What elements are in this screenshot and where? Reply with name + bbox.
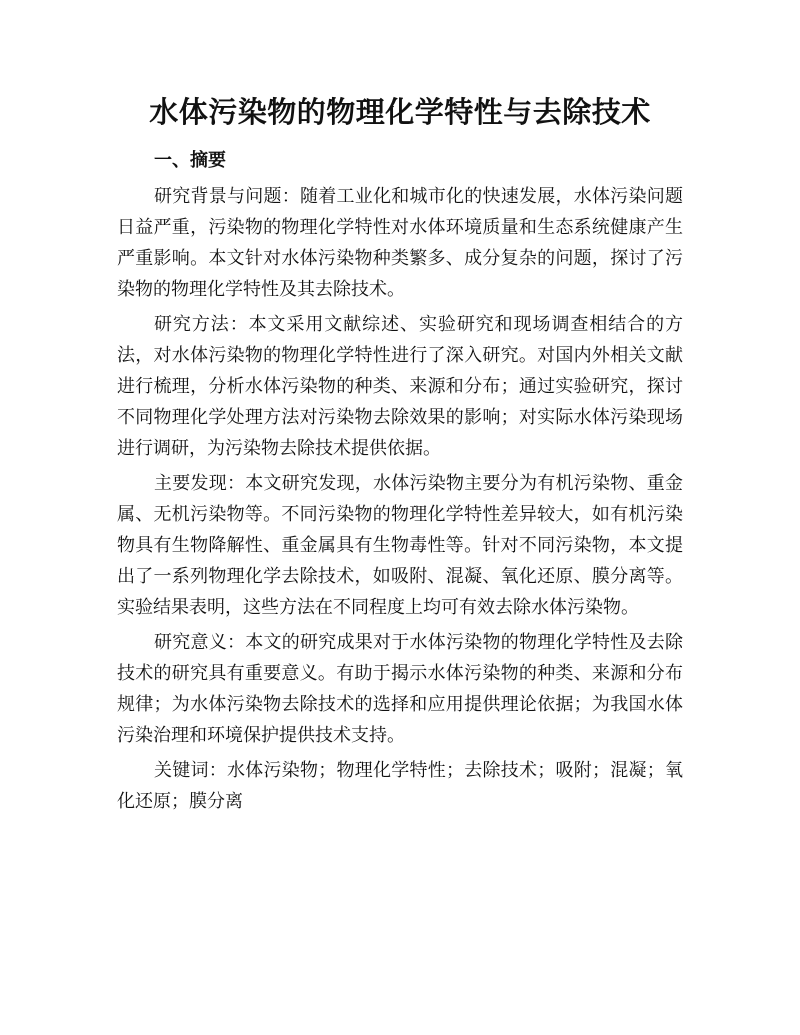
abstract-body <box>117 181 683 821</box>
paragraph-significance: 研究意义：本文的研究成果对于水体污染物的物理化学特性及去除技术的研究具有重要意义。有助于揭示水体污染物的种类、来源和分布规律；为水体污染物去除技术的选择和应用提供理论依据；为我国水体污染治理和环境保护提供技术支持。 <box>117 632 683 746</box>
document-title: 水体污染物的物理化学特性与去除技术 <box>149 95 651 129</box>
paragraph-methods: 研究方法：本文采用文献综述、实验研究和现场调查相结合的方法，对水体污染物的物理化学特性进行了深入研究。对国内外相关文献进行梳理，分析水体污染物的种类、来源和分布；通过实验研究，探讨不同物理化学处理方法对污染物去除效果的影响；对实际水体污染现场进行调研，为污染物去除技术提供依据。 <box>117 314 683 459</box>
document-page <box>117 0 683 1035</box>
section-heading-abstract: 一、摘要 <box>154 150 226 171</box>
paragraph-findings: 主要发现：本文研究发现，水体污染物主要分为有机污染物、重金属、无机污染物等。不同污染物的物理化学特性差异较大，如有机污染物具有生物降解性、重金属具有生物毒性等。针对不同污染物，本文提出了一系列物理化学去除技术，如吸附、混凝、氧化还原、膜分离等。实验结果表明，这些方法在不同程度上均可有效去除水体污染物。 <box>117 473 683 618</box>
paragraph-keywords: 关键词：水体污染物；物理化学特性；去除技术；吸附；混凝；氧化还原；膜分离 <box>117 760 683 812</box>
paragraph-background: 研究背景与问题：随着工业化和城市化的快速发展，水体污染问题日益严重，污染物的物理化学特性对水体环境质量和生态系统健康产生严重影响。本文针对水体污染物种类繁多、成分复杂的问题，探讨了污染物的物理化学特性及其去除技术。 <box>117 186 683 300</box>
